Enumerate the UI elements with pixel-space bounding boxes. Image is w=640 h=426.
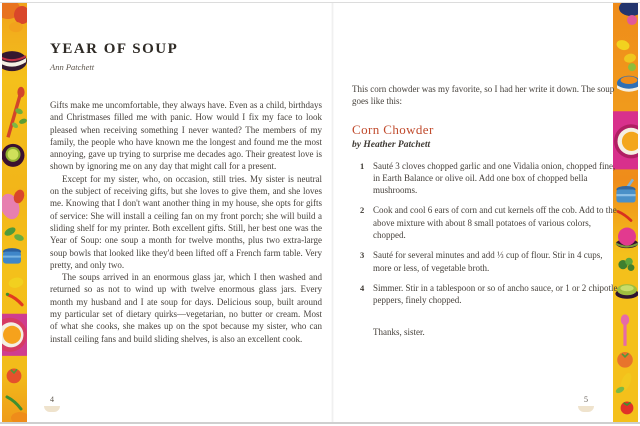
step-number: 3 xyxy=(360,250,365,261)
step-number: 4 xyxy=(360,282,365,293)
tomato-icon xyxy=(617,352,633,368)
page-number-right: 5 xyxy=(584,395,588,404)
step-number: 2 xyxy=(360,205,365,216)
book-spread xyxy=(0,2,640,424)
soup-bowl-icon xyxy=(2,314,27,356)
step-text: Sauté for several minutes and add ⅓ cup of flour. Stir in 4 cups, more or less, of vegetable broth. xyxy=(373,250,603,273)
page-number-left: 4 xyxy=(50,395,54,404)
essay-title: YEAR OF SOUP xyxy=(50,41,179,57)
left-border-artwork xyxy=(2,3,27,422)
essay-paragraph: Gifts make me uncomfortable, they always have. Even as a child, birthdays and Christmases filled me with panic. How would I fix my face to look pleased when receiving something I never wanted? The members of my family, the people who have known me the longest and found me the most annoying, gave up trying to surprise me decades ago. Their greatest love is shown by ignoring me on any day that might call for a present. xyxy=(50,100,322,172)
step-number: 1 xyxy=(360,160,365,171)
tomato-icon xyxy=(7,368,22,383)
essay-paragraph: Except for my sister, who, on occasion, still tries. My sister is neutral on the subject of receiving gifts, but she loves to give them, and she loves me. Knowing that I don't want another thing in my house, she opts for gifts of service: She will install a ceiling fan on my front porch; she will build a sliding shelf for my printer. Both excellent gifts. Still, her best one was the Year of Soup: one soup a month for twelve months, plus two extra-large soup bowls that looked like they'd been lifted off a French farm table. Very pretty, and only two. xyxy=(50,173,322,270)
folio-bowl-icon xyxy=(578,406,594,412)
essay-paragraph: The soups arrived in an enormous glass jar, which I then washed and returned so as not to wind up with twelve enormous glass jars. Every month my husband and I ate soup for days. Delicious soup, built around my particular set of dietary quirks—vegetarian, no butter or cream. Most of what she cooks, she makes up on the spot because my sister, who can install ceiling fans and build sliding shelves, is also an excellent cook. xyxy=(50,272,322,344)
step-text: Sauté 3 cloves chopped garlic and one Vidalia onion, chopped fine, in Earth Balance or olive oil. Add one box of chopped bella mushrooms. xyxy=(373,160,616,196)
right-page xyxy=(352,83,622,337)
step-text: Simmer. Stir in a tablespoon or so of ancho sauce, or 1 or 2 chipotle peppers, finely chopped. xyxy=(373,282,618,306)
recipe-step xyxy=(352,249,622,274)
lime-bowl-icon xyxy=(2,144,25,167)
left-page xyxy=(50,41,322,345)
recipe-step xyxy=(352,282,622,307)
closing-line: Thanks, sister. xyxy=(373,326,425,337)
folio-bowl-icon xyxy=(44,406,60,412)
essay-author: Ann Patchett xyxy=(50,62,95,72)
step-text: Cook and cool 6 ears of corn and cut kernels off the cob. Add to the above mixture with about 8 small potatoes of various colors, chopped. xyxy=(373,205,617,241)
recipe-title: Corn Chowder xyxy=(352,121,434,137)
recipe-step xyxy=(352,204,622,241)
recipe-intro: This corn chowder was my favorite, so I had her write it down. The soup goes like this: xyxy=(352,84,615,107)
left-border-illustration xyxy=(2,3,27,422)
strawberry-icon xyxy=(621,402,634,415)
recipe-steps xyxy=(352,160,622,307)
recipe-byline: by Heather Patchett xyxy=(352,139,431,150)
pot-icon xyxy=(3,248,21,263)
recipe-step xyxy=(352,160,622,197)
book-spine xyxy=(331,3,334,422)
